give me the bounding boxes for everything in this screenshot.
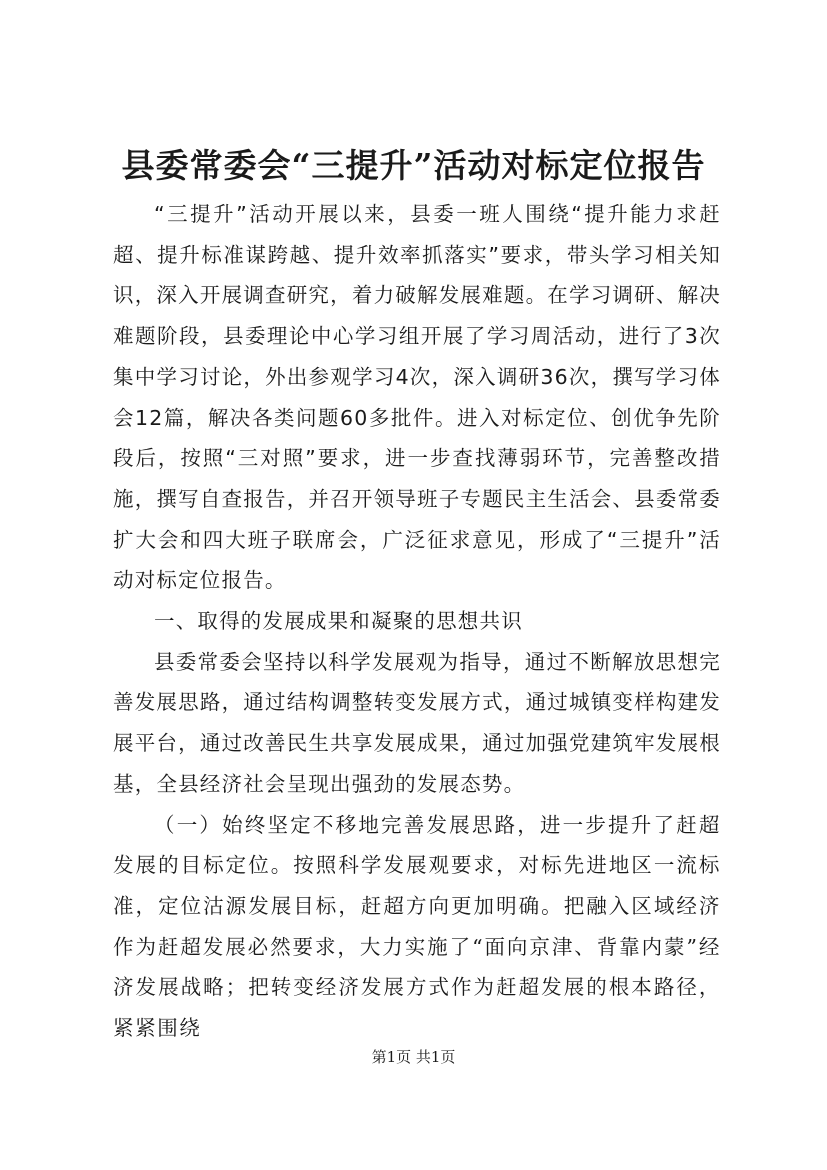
document-body <box>113 194 721 1049</box>
paragraph-subsection-1: （一）始终坚定不移地完善发展思路，进一步提升了赶超发展的目标定位。按照科学发展观要求，对标先进地区一流标准，定位沽源发展目标，赶超方向更加明确。把融入区域经济作为赶超发展必然要求，大力实施了“面向京津、背靠内蒙”经济发展战略；把转变经济发展方式作为赶超发展的根本路径，紧紧围绕 <box>113 812 721 1041</box>
paragraph-intro: “三提升”活动开展以来，县委一班人围绕“提升能力求赶超、提升标准谋跨越、提升效率抓落实”要求，带头学习相关知识，深入开展调查研究，着力破解发展难题。在学习调研、解决难题阶段，县委理论中心学习组开展了学习周活动，进行了3次集中学习讨论，外出参观学习4次，深入调研36次，撰写学习体会12篇，解决各类问题60多批件。进入对标定位、创优争先阶段后，按照“三对照”要求，进一步查找薄弱环节，完善整改措施，撰写自查报告，并召开领导班子专题民主生活会、县委常委扩大会和四大班子联席会，广泛征求意见，形成了“三提升”活动对标定位报告。 <box>113 202 721 593</box>
page-number-footer: 第1页 共1页 <box>371 1048 456 1066</box>
section-heading-1: 一、取得的发展成果和凝聚的思想共识 <box>154 609 523 634</box>
paragraph-overview: 县委常委会坚持以科学发展观为指导，通过不断解放思想完善发展思路，通过结构调整转变发展方式，通过城镇变样构建发展平台，通过改善民生共享发展成果，通过加强党建筑牢发展根基，全县经济社会呈现出强劲的发展态势。 <box>113 649 721 796</box>
document-title: 县委常委会“三提升”活动对标定位报告 <box>121 146 706 185</box>
